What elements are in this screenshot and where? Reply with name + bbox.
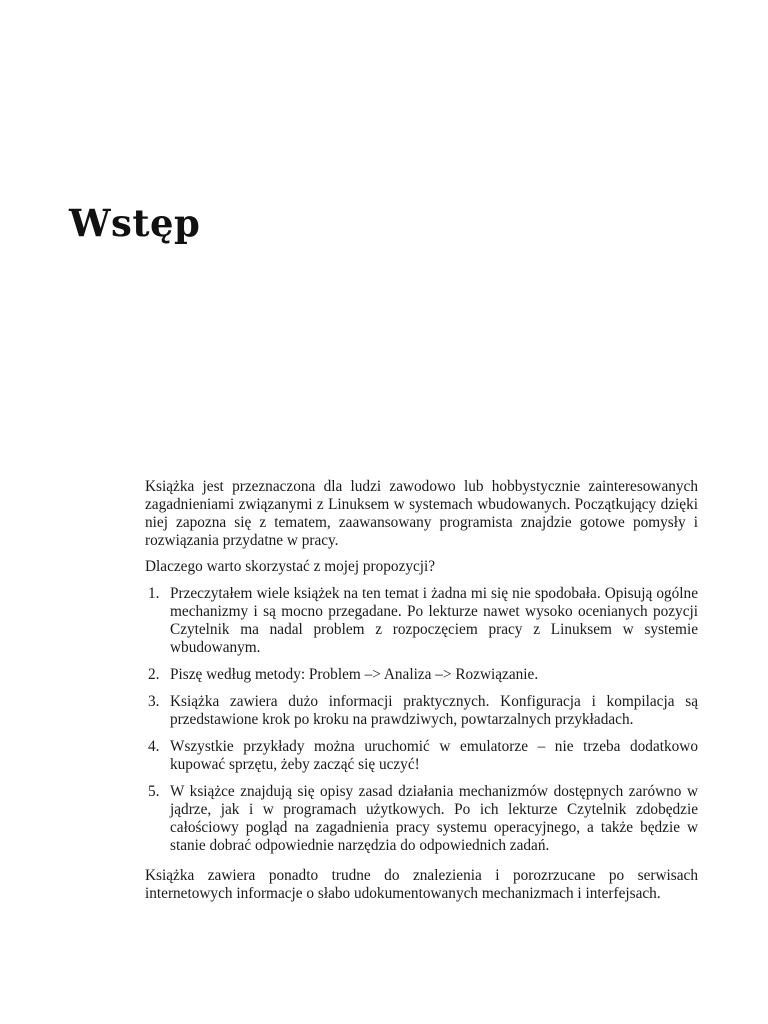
list-item-number: 5. — [148, 783, 160, 800]
list-item-number: 2. — [148, 666, 160, 683]
reasons-list — [145, 585, 698, 855]
list-item-text: Przeczytałem wiele książek na ten temat i żadna mi się nie spodobała. Opisują ogólne mechanizmy i są mocno przegadane. Po lekturze nawet wysoko ocenianych pozycji Czytelnik ma nadal problem z rozpoczęciem pracy z Linuksem w systemie wbudowanym. — [170, 585, 698, 656]
chapter-body — [145, 478, 698, 903]
list-item — [145, 783, 698, 855]
list-item — [145, 693, 698, 729]
question-paragraph: Dlaczego warto skorzystać z mojej propozycji? — [145, 558, 436, 575]
list-item-text: Piszę według metody: Problem –> Analiza –> Rozwiązanie. — [170, 666, 539, 683]
list-item-text: Książka zawiera dużo informacji praktycznych. Konfiguracja i kompilacja są przedstawione krok po kroku na prawdziwych, powtarzalnych przykładach. — [170, 693, 698, 728]
list-item-number: 1. — [148, 585, 160, 602]
list-item-text: W książce znajdują się opisy zasad działania mechanizmów dostępnych zarówno w jądrze, jak i w programach użytkowych. Po ich lekturze Czytelnik zdobędzie całościowy pogląd na zagadnienia pracy systemu operacyjnego, a także będzie w stanie dobrać odpowiednie narzędzia do odpowiednich zadań. — [170, 783, 698, 854]
intro-paragraph: Książka jest przeznaczona dla ludzi zawodowo lub hobbystycznie zainteresowanych zagadnieniami związanymi z Linuksem w systemach wbudowanych. Początkujący dzięki niej zapozna się z tematem, zaawansowany programista znajdzie gotowe pomysły i rozwiązania przydatne w pracy. — [145, 478, 698, 549]
list-item — [145, 585, 698, 657]
list-item-number: 4. — [148, 738, 160, 755]
list-item — [145, 666, 698, 684]
list-item-text: Wszystkie przykłady można uruchomić w emulatorze – nie trzeba dodatkowo kupować sprzętu, żeby zacząć się uczyć! — [170, 738, 698, 773]
chapter-title: Wstęp — [69, 201, 201, 245]
closing-paragraph: Książka zawiera ponadto trudne do znalezienia i porozrzucane po serwisach internetowych informacje o słabo udokumentowanych mechanizmach i interfejsach. — [145, 867, 698, 902]
list-item-number: 3. — [148, 693, 160, 710]
list-item — [145, 738, 698, 774]
